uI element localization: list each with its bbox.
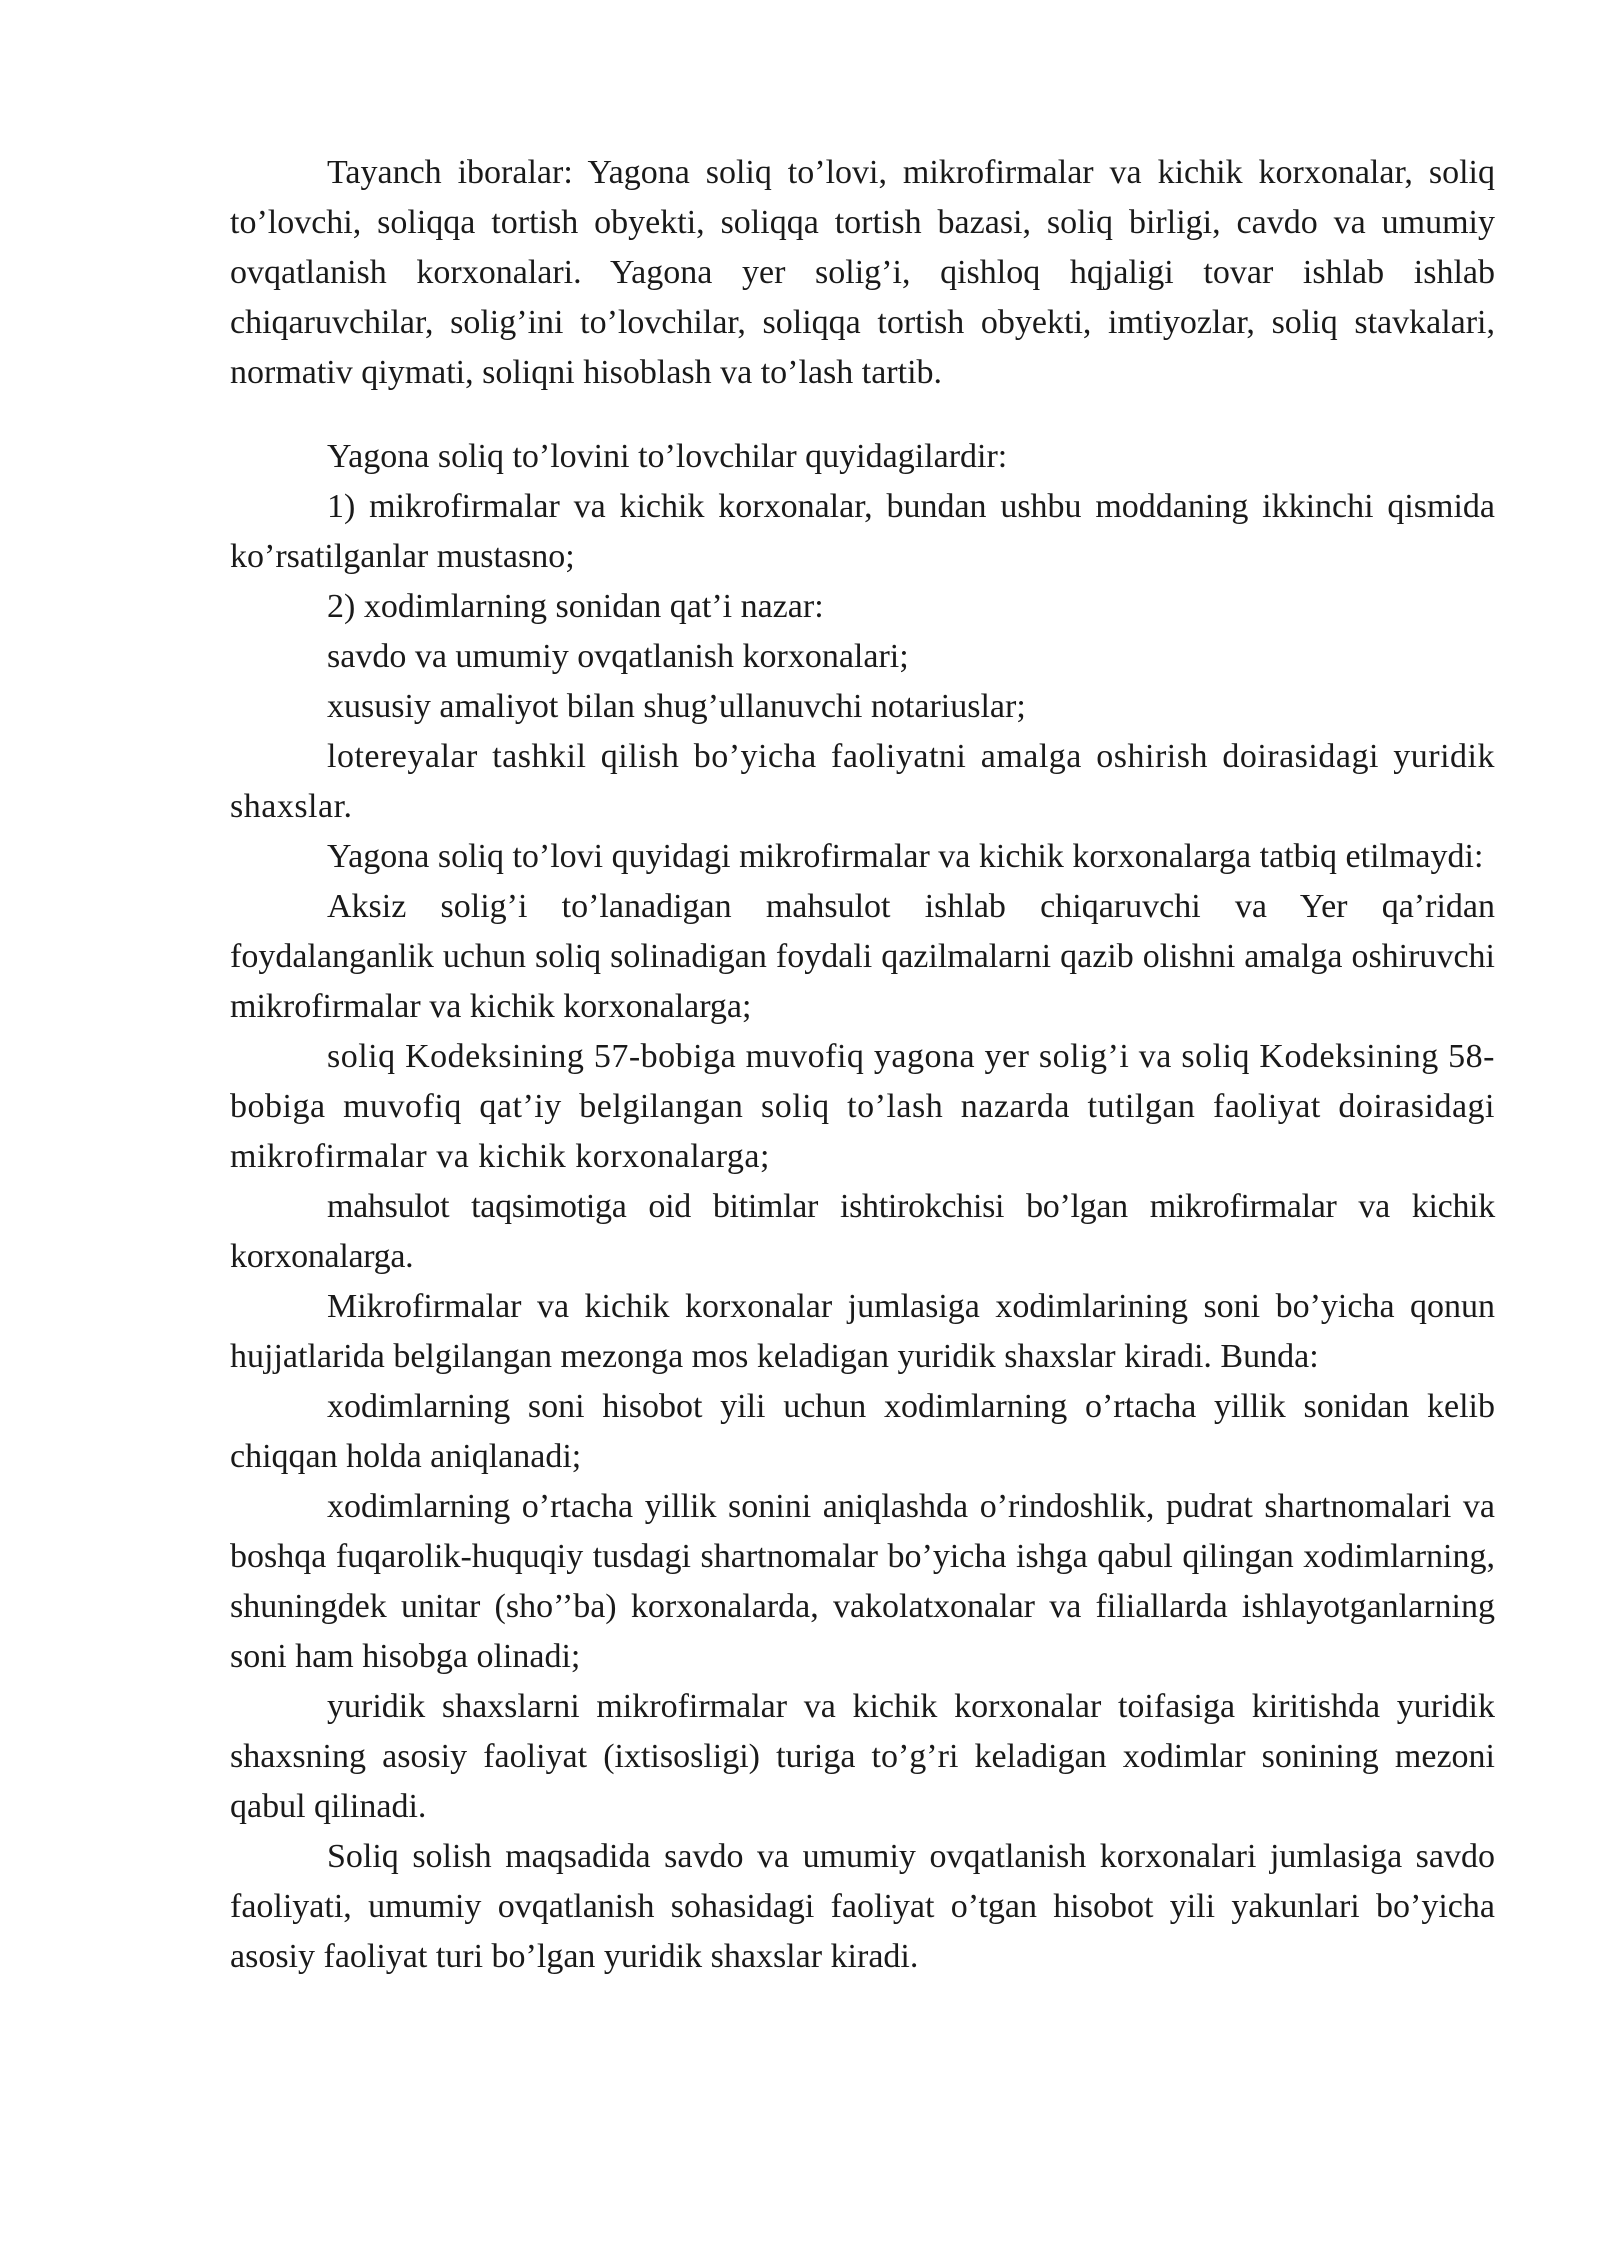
payers-item-2-lotteries: lotereyalar tashkil qilish bo’yicha faoliyatni amalga oshirish doirasidagi yuridik shaxslar. bbox=[230, 738, 1495, 825]
payers-intro-paragraph: Yagona soliq to’lovini to’lovchilar quyidagilardir: bbox=[327, 438, 1008, 475]
key-terms-paragraph: Tayanch iboralar: Yagona soliq to’lovi, mikrofirmalar va kichik korxonalar, soliq to’lovchi, soliqqa tortish obyekti, soliqqa tortish bazasi, soliq birligi, cavdo va umumiy ovqatlanish korxonalari. Yagona yer solig’i, qishloq hqjaligi tovar ishlab ishlab chiqaruvchilar, solig’ini to’lovchilar, soliqqa tortish obyekti, imtiyozlar, soliq stavkalari, normativ qiymati, soliqni hisoblash va to’lash tartib. bbox=[230, 154, 1495, 391]
definition-average-count: xodimlarning o’rtacha yillik sonini aniqlashda o’rindoshlik, pudrat shartnomalari va boshqa fuqarolik-huquqiy tusdagi shartnomalar bo’yicha ishga qabul qilingan xodimlarning, shuningdek unitar (sho’’ba) korxonalarda, vakolatxonalar va filiallarda ishlayotganlarning soni ham hisobga olinadi; bbox=[230, 1488, 1495, 1675]
trade-enterprises-paragraph: Soliq solish maqsadida savdo va umumiy ovqatlanish korxonalari jumlasiga savdo faoliyati, umumiy ovqatlanish sohasidagi faoliyat o’tgan hisobot yili yakunlari bo’yicha asosiy faoliyat turi bo’lgan yuridik shaxslar kiradi. bbox=[230, 1838, 1495, 1975]
microfirms-definition-paragraph: Mikrofirmalar va kichik korxonalar jumlasiga xodimlarining soni bo’yicha qonun hujjatlarida belgilangan mezonga mos keladigan yuridik shaxslar kiradi. Bunda: bbox=[230, 1288, 1495, 1375]
exclusion-production-sharing: mahsulot taqsimotiga oid bitimlar ishtirokchisi bo’lgan mikrofirmalar va kichik korxonalarga. bbox=[230, 1188, 1495, 1275]
exclusions-intro-paragraph: Yagona soliq to’lovi quyidagi mikrofirmalar va kichik korxonalarga tatbiq etilmaydi: bbox=[327, 838, 1484, 875]
payers-item-1: 1) mikrofirmalar va kichik korxonalar, bundan ushbu moddaning ikkinchi qismida ko’rsatilganlar mustasno; bbox=[230, 488, 1495, 575]
payers-item-2-notaries: xususiy amaliyot bilan shug’ullanuvchi notariuslar; bbox=[327, 688, 1026, 725]
document-body bbox=[230, 148, 1495, 1982]
definition-criterion: yuridik shaxslarni mikrofirmalar va kichik korxonalar toifasiga kiritishda yuridik shaxsning asosiy faoliyat (ixtisosligi) turiga to’g’ri keladigan xodimlar sonining mezoni qabul qilinadi. bbox=[230, 1688, 1495, 1825]
exclusion-excise: Aksiz solig’i to’lanadigan mahsulot ishlab chiqaruvchi va Yer qa’ridan foydalanganlik uchun soliq solinadigan foydali qazilmalarni qazib olishni amalga oshiruvchi mikrofirmalar va kichik korxonalarga; bbox=[230, 888, 1495, 1025]
payers-item-2-trade: savdo va umumiy ovqatlanish korxonalari; bbox=[327, 638, 909, 675]
definition-employee-count: xodimlarning soni hisobot yili uchun xodimlarning o’rtacha yillik sonidan kelib chiqqan holda aniqlanadi; bbox=[230, 1388, 1495, 1475]
payers-item-2: 2) xodimlarning sonidan qat’i nazar: bbox=[327, 588, 824, 625]
exclusion-tax-code: soliq Kodeksining 57-bobiga muvofiq yagona yer solig’i va soliq Kodeksining 58-bobiga muvofiq qat’iy belgilangan soliq to’lash nazarda tutilgan faoliyat doirasidagi mikrofirmalar va kichik korxonalarga; bbox=[230, 1038, 1495, 1175]
